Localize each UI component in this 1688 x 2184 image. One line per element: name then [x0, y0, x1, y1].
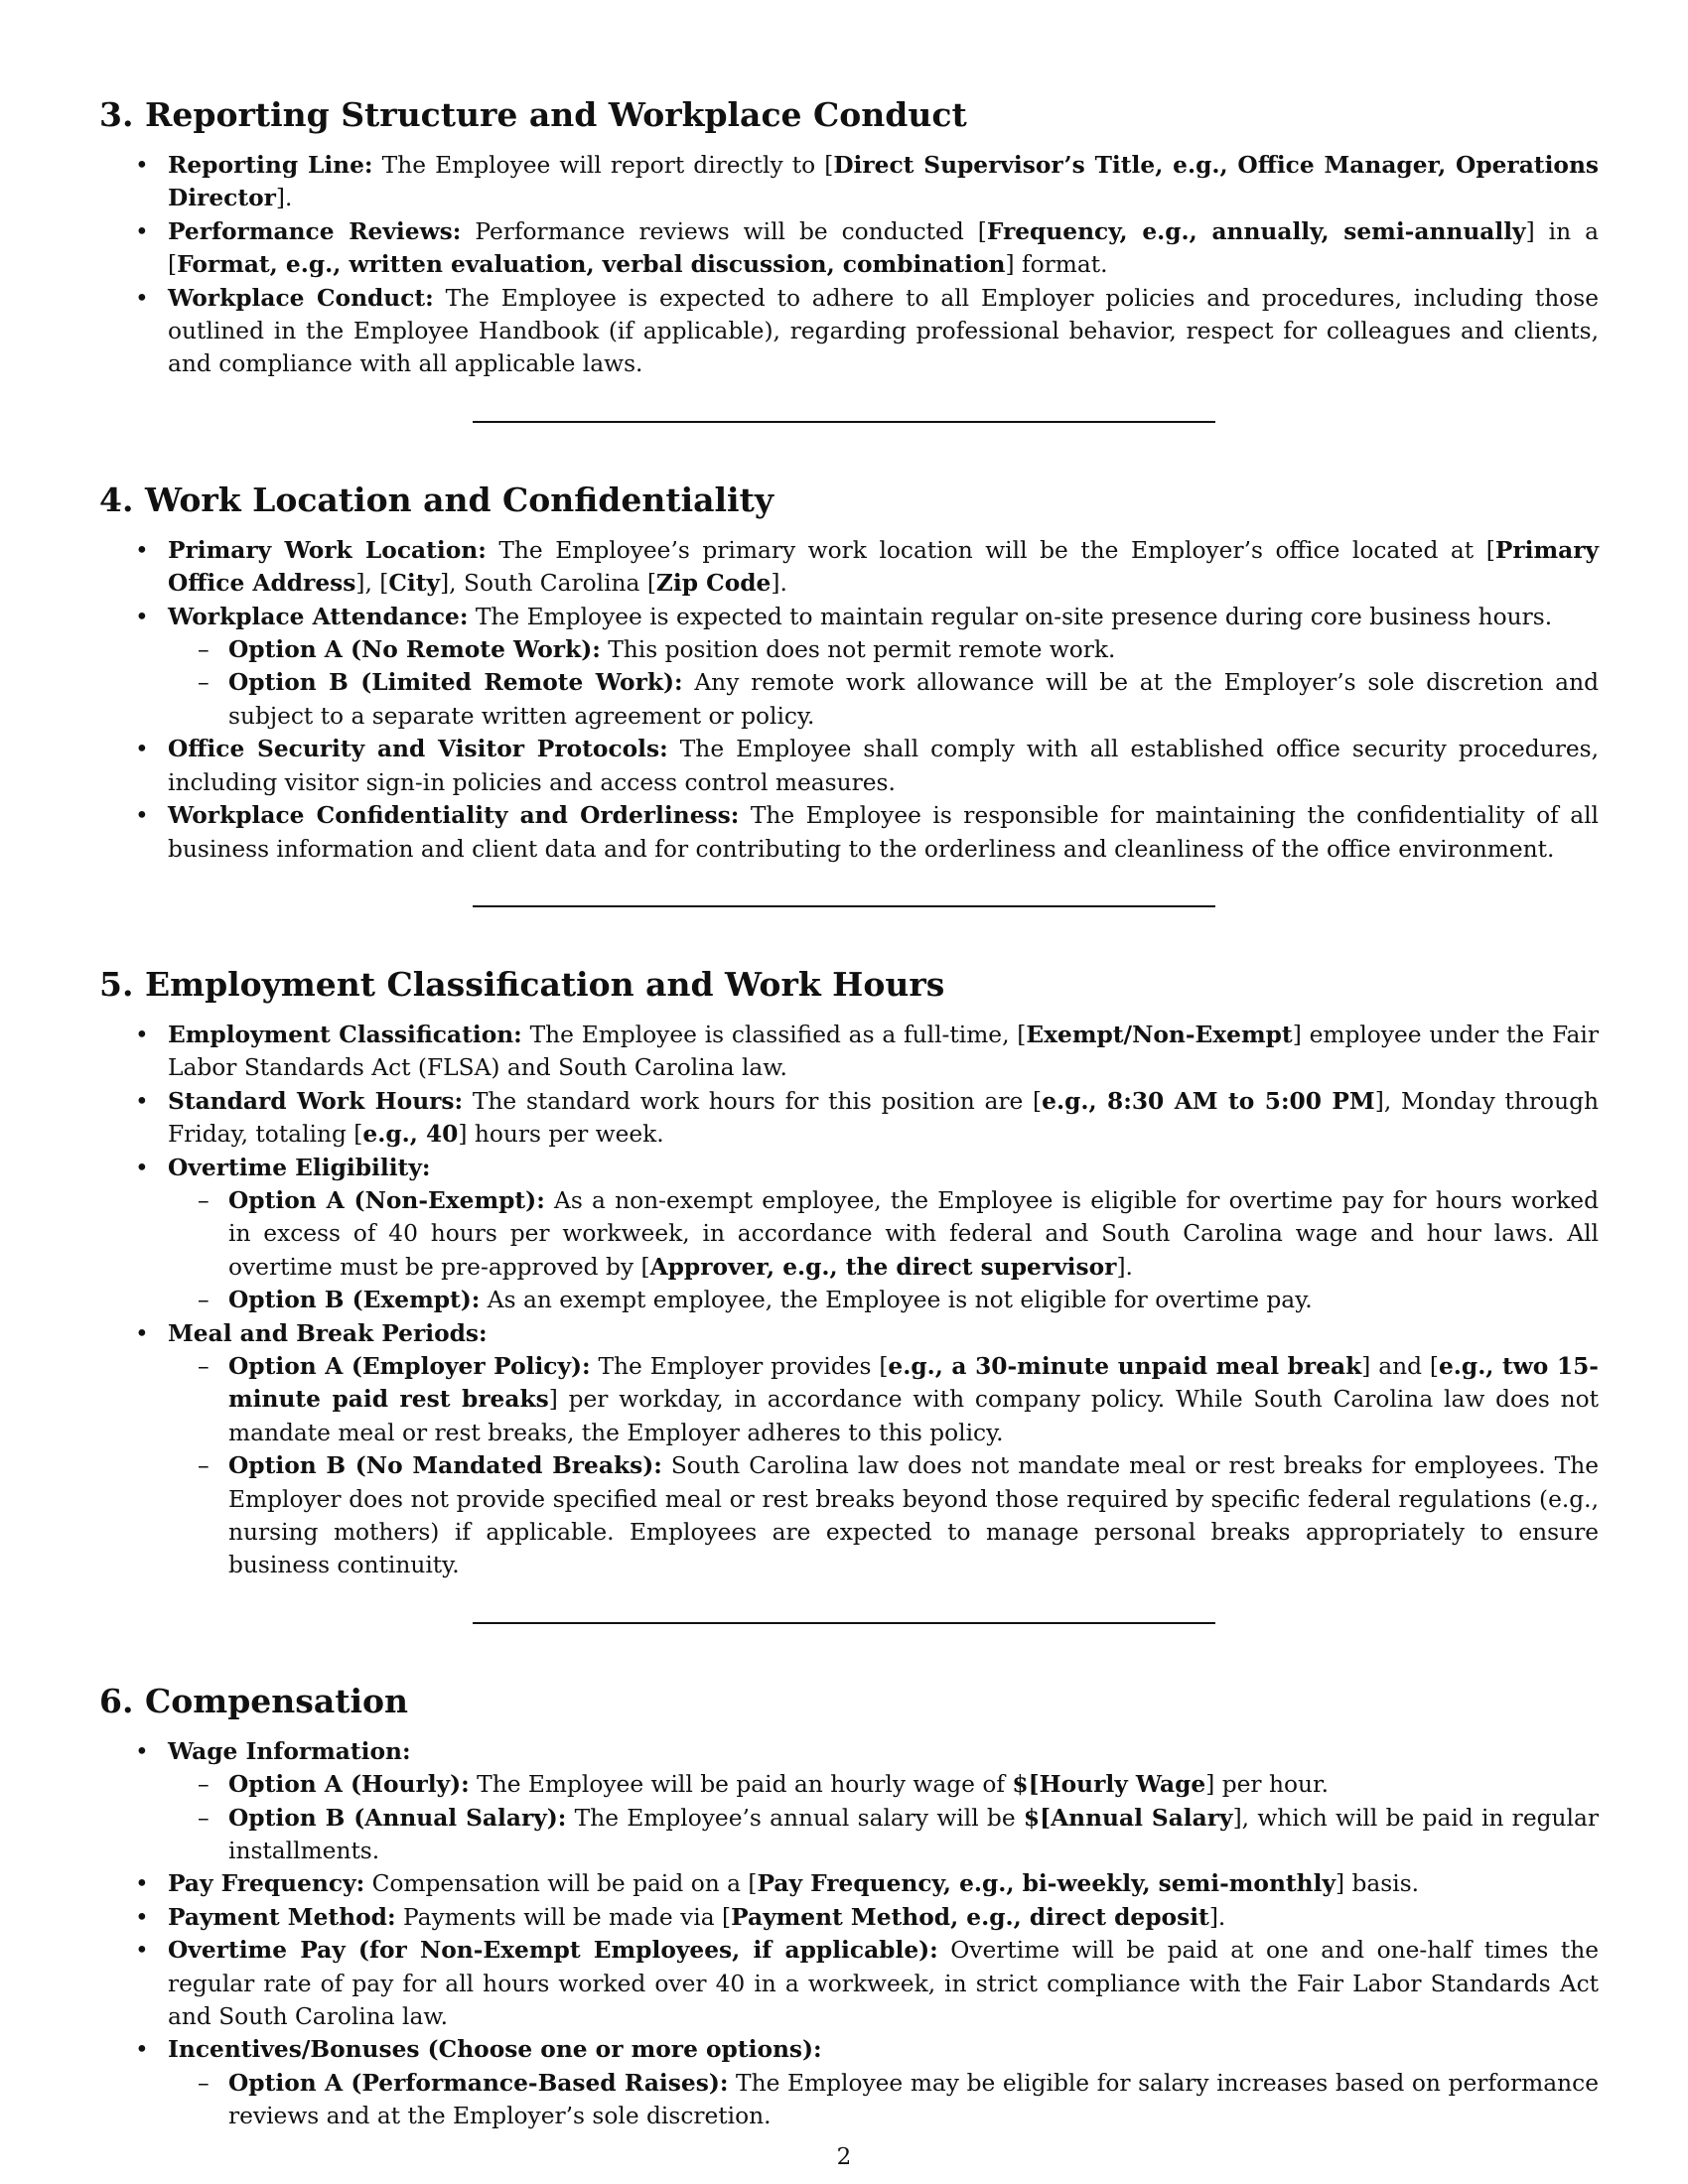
section-5-list [99, 1019, 1599, 1582]
option-label: Option A (Employer Policy): [228, 1352, 591, 1380]
option-list [168, 1768, 1599, 1867]
item-text: The Employee will report directly to [ [372, 152, 834, 179]
section-4-list [99, 534, 1599, 866]
item-text: The Employee is expected to maintain regular on-site presence during core business hours. [468, 603, 1553, 630]
item-text: Overtime will be paid at one and one-half times the regular rate of pay for all hours worked over 40 in a workweek, in strict compliance with the Fair Labor Standards Act and South Carolina law. [168, 1937, 1599, 2031]
option-label: Option B (Annual Salary): [228, 1804, 567, 1832]
item-label: Overtime Pay (for Non-Exempt Employees, if applicable): [168, 1937, 938, 1965]
item-label: Reporting Line: [168, 152, 373, 179]
section-3-list [99, 149, 1599, 381]
option-text: ]. [1116, 1253, 1133, 1281]
item-text: Compensation will be paid on a [ [364, 1870, 758, 1898]
section-title: Employment Classification and Work Hours [145, 964, 945, 1004]
document-content [99, 93, 1599, 2133]
list-item [99, 282, 1599, 381]
item-text: The standard work hours for this position are [ [463, 1087, 1043, 1115]
item-text: ] basis. [1335, 1870, 1420, 1898]
item-text: The Employee is classified as a full-time, [ [521, 1021, 1027, 1048]
option-text: The Employee’s annual salary will be [566, 1804, 1024, 1832]
option-label: Option B (No Mandated Breaks): [228, 1452, 662, 1480]
option-item [168, 1768, 1599, 1801]
placeholder-field: City [388, 570, 441, 598]
item-label: Payment Method: [168, 1903, 396, 1931]
section-4-heading [99, 478, 1599, 522]
list-item [99, 1934, 1599, 2033]
list-item [99, 1901, 1599, 1934]
item-label: Workplace Conduct: [168, 284, 434, 312]
placeholder-field: $[Annual Salary [1023, 1804, 1233, 1832]
option-label: Option A (Non-Exempt): [228, 1186, 545, 1214]
option-item [168, 1184, 1599, 1284]
option-label: Option A (No Remote Work): [228, 636, 601, 664]
item-label: Office Security and Visitor Protocols: [168, 736, 668, 763]
placeholder-field: Approver, e.g., the direct supervisor [649, 1253, 1117, 1281]
list-item [99, 1317, 1599, 1582]
option-item [168, 2067, 1599, 2133]
placeholder-field: e.g., 8:30 AM to 5:00 PM [1042, 1087, 1375, 1115]
option-list [168, 1350, 1599, 1582]
item-text: The Employee shall comply with all established office security procedures, including visitor sign-in policies and access control measures. [168, 736, 1599, 796]
item-label: Overtime Eligibility: [168, 1154, 431, 1181]
option-text: ] per workday, in accordance with company policy. While South Carolina law does not mandate meal or rest breaks, the Employer adheres to this policy. [228, 1386, 1599, 1446]
option-item [168, 633, 1599, 666]
section-6-list [99, 1735, 1599, 2133]
list-item [99, 1085, 1599, 1152]
placeholder-field: e.g., a 30-minute unpaid meal break [888, 1352, 1362, 1380]
list-item [99, 1735, 1599, 1868]
option-text: Any remote work allowance will be at the Employer’s sole discretion and subject to a separate written agreement or policy. [228, 669, 1599, 730]
section-number: 6. [99, 1681, 134, 1720]
item-text: Performance reviews will be conducted [ [461, 217, 987, 245]
option-text: The Employee will be paid an hourly wage of [469, 1771, 1013, 1799]
placeholder-field: e.g., 40 [362, 1121, 459, 1149]
option-text: As an exempt employee, the Employee is not eligible for overtime pay. [480, 1287, 1313, 1314]
option-label: Option B (Limited Remote Work): [228, 669, 683, 697]
option-text: As a non-exempt employee, the Employee is eligible for overtime pay for hours worked in excess of 40 hours per workweek, in accordance with federal and South Carolina wage and hour laws. All overtime must be pre-approved by [ [228, 1186, 1599, 1281]
section-number: 3. [99, 95, 134, 134]
item-text: The Employee’s primary work location will be the Employer’s office located at [ [486, 536, 1495, 564]
option-text: ], which will be paid in regular installments. [228, 1804, 1599, 1865]
item-label: Wage Information: [168, 1737, 411, 1765]
option-list [168, 633, 1599, 733]
section-6-heading [99, 1680, 1599, 1723]
list-item [99, 215, 1599, 282]
item-text: ]. [1208, 1903, 1226, 1931]
item-text: ]. [275, 185, 293, 212]
option-text: ] per hour. [1205, 1771, 1329, 1799]
option-text: ] and [ [1361, 1352, 1439, 1380]
placeholder-field: Frequency, e.g., annually, semi-annually [986, 217, 1526, 245]
item-label: Meal and Break Periods: [168, 1319, 488, 1347]
option-item [168, 1802, 1599, 1868]
list-item [99, 799, 1599, 866]
item-label: Primary Work Location: [168, 536, 487, 564]
option-text: The Employer provides [ [590, 1352, 889, 1380]
section-title: Reporting Structure and Workplace Conduct [145, 95, 967, 134]
item-label: Standard Work Hours: [168, 1087, 464, 1115]
section-number: 4. [99, 479, 134, 519]
list-item [99, 1152, 1599, 1317]
placeholder-field: e.g., two 15-minute paid rest breaks [228, 1352, 1599, 1414]
option-list [168, 2067, 1599, 2133]
placeholder-field: $[Hourly Wage [1012, 1771, 1206, 1799]
option-label: Option A (Performance-Based Raises): [228, 2069, 729, 2097]
item-text: Payments will be made via [ [395, 1903, 732, 1931]
option-label: Option A (Hourly): [228, 1771, 470, 1799]
item-text: ] in a [ [168, 217, 1599, 279]
option-item [168, 666, 1599, 733]
item-label: Workplace Attendance: [168, 603, 469, 630]
item-text: ], Monday through Friday, totaling [ [168, 1087, 1599, 1149]
section-3-heading [99, 93, 1599, 137]
placeholder-field: Pay Frequency, e.g., bi-weekly, semi-monthly [757, 1870, 1336, 1898]
list-item [99, 149, 1599, 215]
item-text: ] employee under the Fair Labor Standards Act (FLSA) and South Carolina law. [168, 1021, 1600, 1082]
section-number: 5. [99, 964, 134, 1004]
option-text: The Employee may be eligible for salary increases based on performance reviews and at the Employer’s sole discretion. [228, 2069, 1599, 2130]
list-item [99, 1019, 1599, 1085]
option-item [168, 1449, 1599, 1582]
placeholder-field: Direct Supervisor’s Title, e.g., Office Manager, Operations Director [168, 152, 1600, 212]
item-text: The Employee is expected to adhere to all Employer policies and procedures, including those outlined in the Employee Handbook (if applicable), regarding professional behavior, respect for colleagues and clients, and compliance with all applicable laws. [168, 284, 1599, 378]
section-title: Compensation [145, 1681, 408, 1720]
item-text: ] hours per week. [458, 1121, 664, 1149]
item-label: Pay Frequency: [168, 1870, 365, 1898]
option-label: Option B (Exempt): [228, 1287, 481, 1314]
section-5-heading [99, 963, 1599, 1007]
option-text: South Carolina law does not mandate meal or rest breaks for employees. The Employer does not provide specified meal or rest breaks beyond those required by specific federal regulations (e.g., nursing mothers) if applicable. Employees are expected to manage personal breaks appropriately to ensure business continuity. [228, 1452, 1599, 1579]
page-number: 2 [836, 2144, 852, 2170]
list-item [99, 2033, 1599, 2132]
list-item [99, 733, 1599, 799]
placeholder-field: Exempt/Non-Exempt [1026, 1021, 1293, 1048]
item-label: Workplace Confidentiality and Orderliness: [168, 802, 740, 830]
item-text: ], South Carolina [ [440, 570, 656, 598]
option-item [168, 1284, 1599, 1316]
item-label: Incentives/Bonuses (Choose one or more options): [168, 2036, 822, 2064]
list-item [99, 601, 1599, 734]
placeholder-field: Zip Code [655, 570, 772, 598]
list-item [99, 1867, 1599, 1900]
item-label: Performance Reviews: [168, 217, 462, 245]
section-title: Work Location and Confidentiality [145, 479, 774, 519]
item-text: ], [ [355, 570, 389, 598]
item-text: ]. [771, 570, 787, 598]
item-text: The Employee is responsible for maintaining the confidentiality of all business information and client data and for contributing to the orderliness and cleanliness of the office environment. [168, 802, 1600, 863]
placeholder-field: Primary Office Address [168, 536, 1600, 598]
item-label: Employment Classification: [168, 1021, 522, 1048]
option-item [168, 1350, 1599, 1449]
placeholder-field: Payment Method, e.g., direct deposit [731, 1903, 1209, 1931]
option-text: This position does not permit remote work. [600, 636, 1116, 664]
list-item [99, 534, 1599, 601]
placeholder-field: Format, e.g., written evaluation, verbal discussion, combination [177, 251, 1006, 279]
item-text: ] format. [1005, 251, 1108, 279]
option-list [168, 1184, 1599, 1317]
